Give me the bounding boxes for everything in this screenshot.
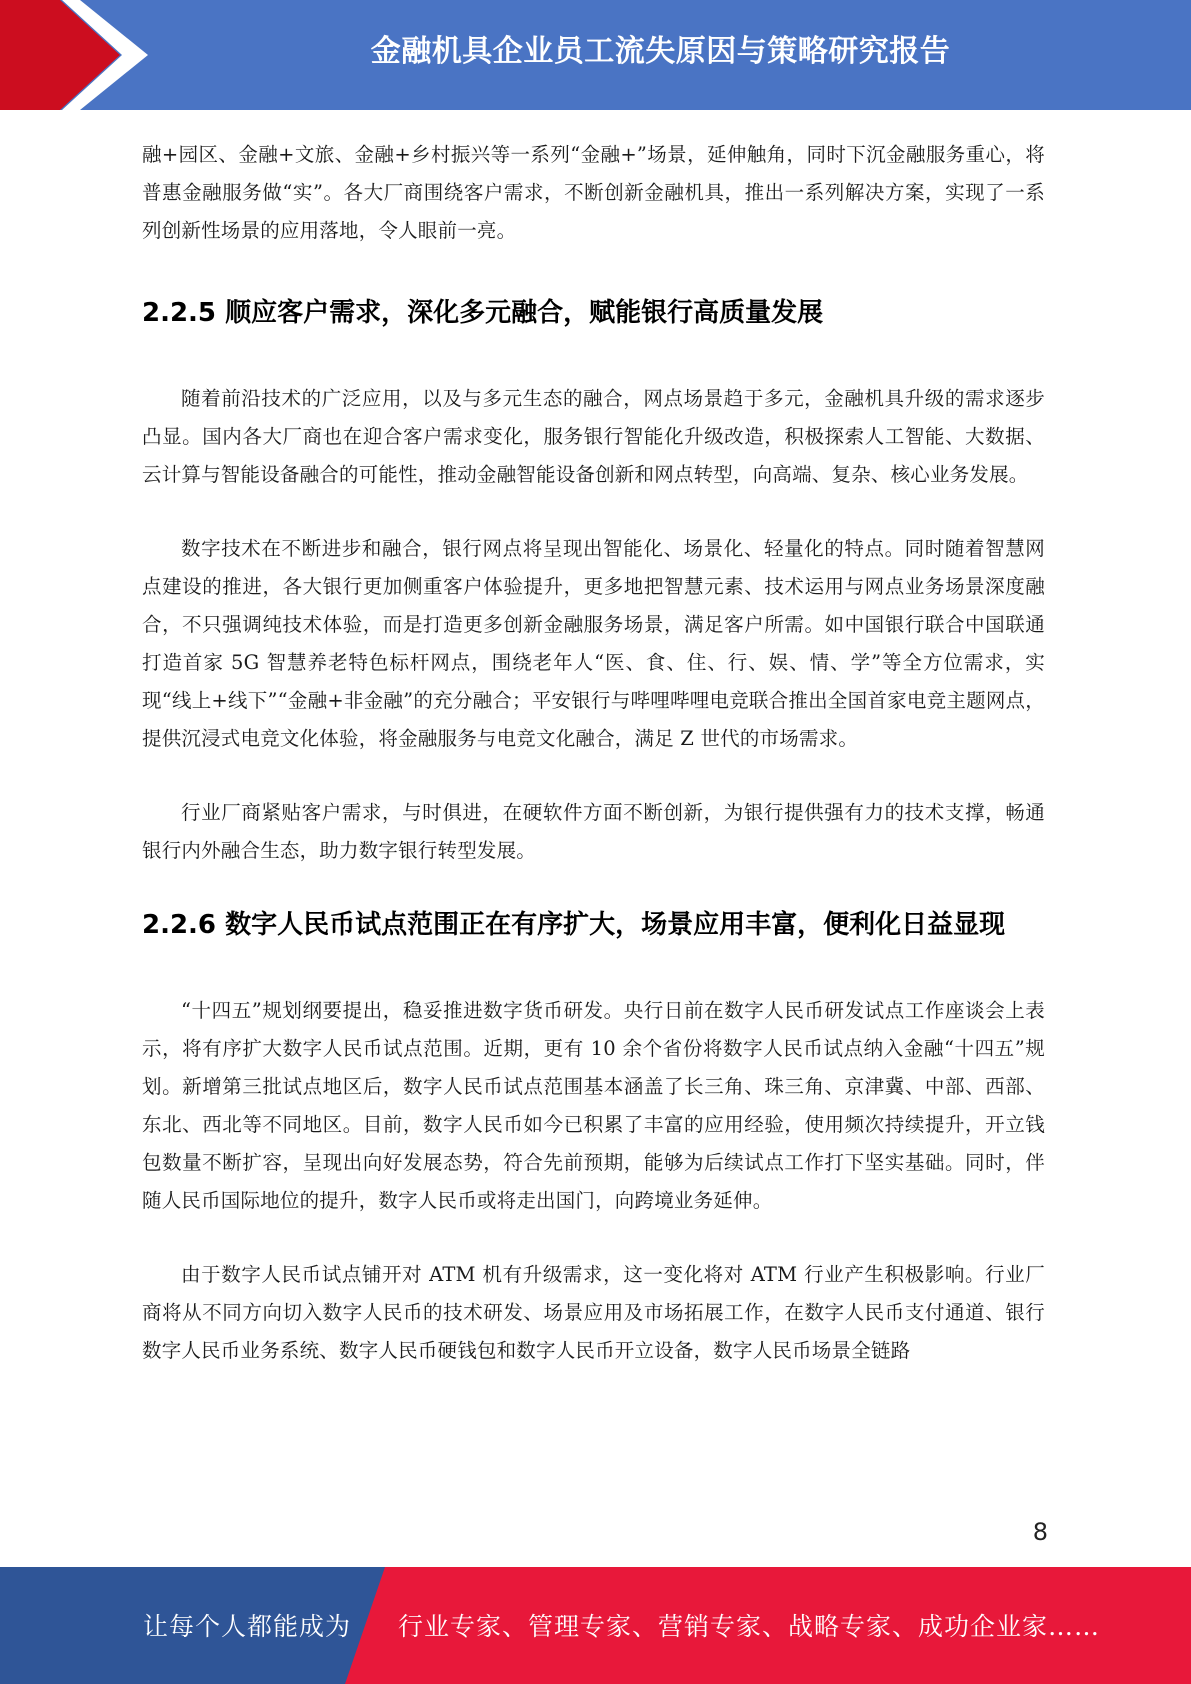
page-footer: [0, 1567, 1191, 1684]
paragraph: 数字技术在不断进步和融合，银行网点将呈现出智能化、场景化、轻量化的特点。同时随着智慧网点建设的推进，各大银行更加侧重客户体验提升，更多地把智慧元素、技术运用与网点业务场景深度融合，不只强调纯技术体验，而是打造更多创新金融服务场景，满足客户所需。如中国银行联合中国联通打造首家 5G 智慧养老特色标杆网点，围绕老年人“医、食、住、行、娱、情、学”等全方位需求，实现“线上+线下”“金融+非金融”的充分融合；平安银行与哔哩哔哩电竞联合推出全国首家电竞主题网点，提供沉浸式电竞文化体验，将金融服务与电竞文化融合，满足 Z 世代的市场需求。: [142, 537, 1045, 750]
section-heading-2-2-5: 2.2.5 顺应客户需求，深化多元融合，赋能银行高质量发展: [142, 298, 824, 328]
section-heading-2-2-6: 2.2.6 数字人民币试点范围正在有序扩大，场景应用丰富，便利化日益显现: [142, 910, 1006, 940]
document-body: [142, 136, 1045, 1370]
page-header: [0, 0, 1191, 110]
report-title: 金融机具企业员工流失原因与策略研究报告: [370, 34, 951, 69]
footer-slogan-left: 让每个人都能成为: [143, 1612, 352, 1641]
intro-paragraph: 融+园区、金融+文旅、金融+乡村振兴等一系列“金融+”场景，延伸触角，同时下沉金融服务重心，将普惠金融服务做“实”。各大厂商围绕客户需求，不断创新金融机具，推出一系列解决方案，实现了一系列创新性场景的应用落地，令人眼前一亮。: [142, 143, 1045, 242]
footer-slogan-right: 行业专家、管理专家、营销专家、战略专家、成功企业家……: [398, 1612, 1101, 1641]
paragraph: 由于数字人民币试点铺开对 ATM 机有升级需求，这一变化将对 ATM 行业产生积极影响。行业厂商将从不同方向切入数字人民币的技术研发、场景应用及市场拓展工作，在数字人民币支付通道、银行数字人民币业务系统、数字人民币硬钱包和数字人民币开立设备，数字人民币场景全链路: [142, 1263, 1045, 1362]
paragraph: “十四五”规划纲要提出，稳妥推进数字货币研发。央行日前在数字人民币研发试点工作座谈会上表示，将有序扩大数字人民币试点范围。近期，更有 10 余个省份将数字人民币试点纳入金融“十四五”规划。新增第三批试点地区后，数字人民币试点范围基本涵盖了长三角、珠三角、京津冀、中部、西部、东北、西北等不同地区。目前，数字人民币如今已积累了丰富的应用经验，使用频次持续提升，开立钱包数量不断扩容，呈现出向好发展态势，符合先前预期，能够为后续试点工作打下坚实基础。同时，伴随人民币国际地位的提升，数字人民币或将走出国门，向跨境业务延伸。: [142, 999, 1045, 1212]
page-number: 8: [1032, 1518, 1048, 1546]
paragraph: 随着前沿技术的广泛应用，以及与多元生态的融合，网点场景趋于多元，金融机具升级的需求逐步凸显。国内各大厂商也在迎合客户需求变化，服务银行智能化升级改造，积极探索人工智能、大数据、云计算与智能设备融合的可能性，推动金融智能设备创新和网点转型，向高端、复杂、核心业务发展。: [142, 387, 1045, 486]
paragraph: 行业厂商紧贴客户需求，与时俱进，在硬软件方面不断创新，为银行提供强有力的技术支撑，畅通银行内外融合生态，助力数字银行转型发展。: [142, 801, 1045, 862]
